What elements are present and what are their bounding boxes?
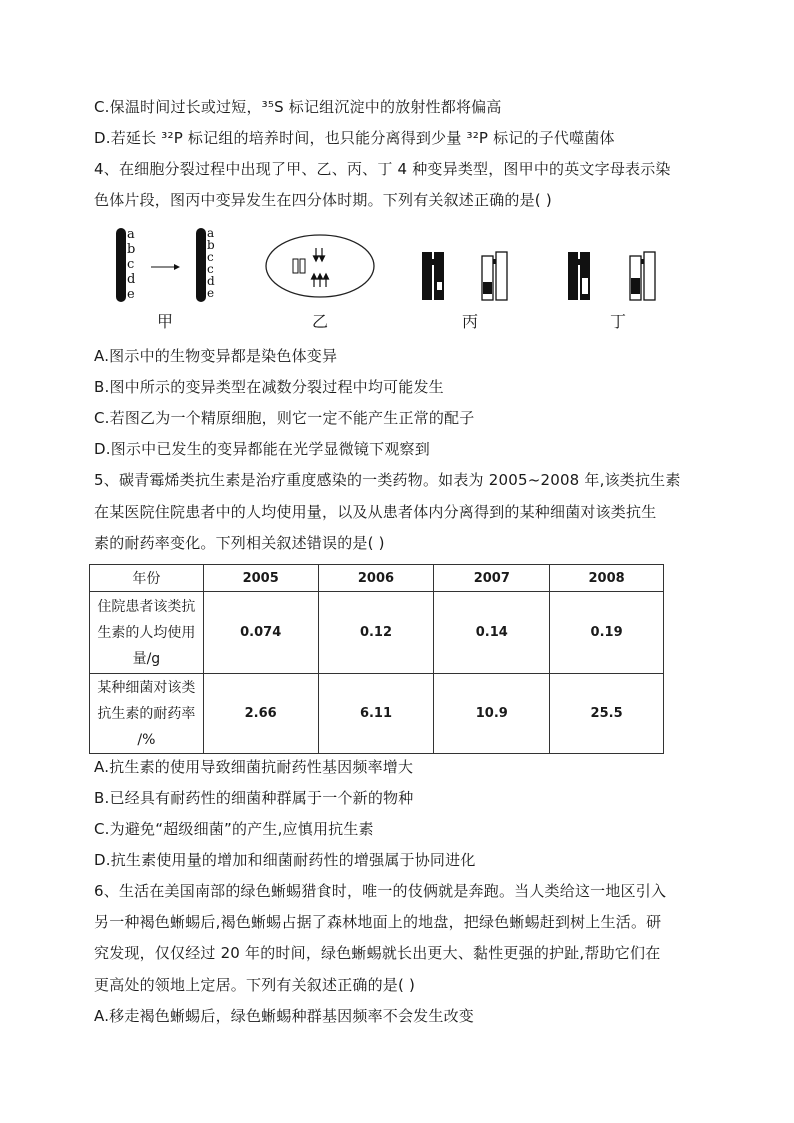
jia-left-letter: d (127, 272, 136, 287)
row-label-line: 住院患者该类抗 (97, 598, 196, 615)
bing-chromosome-pair (422, 252, 507, 300)
q6-option-a: A.移走褐色蜥蜴后，绿色蜥蜴种群基因频率不会发生改变 (94, 1007, 474, 1025)
table-row (90, 592, 664, 674)
jia-right-letter: e (207, 286, 215, 300)
q3-option-c: C.保温时间过长或过短，³⁵S 标记组沉淀中的放射性都将偏高 (94, 98, 502, 116)
q4-stem-line-2: 色体片段，图丙中变异发生在四分体时期。下列有关叙述正确的是( ) (94, 191, 552, 209)
jia-left-letter: c (127, 257, 135, 272)
jia-right-letter: d (207, 274, 215, 288)
q4-option-c: C.若图乙为一个精原细胞，则它一定不能产生正常的配子 (94, 409, 475, 427)
table-header-cell: 2008 (550, 565, 664, 592)
row-label-resistance (90, 674, 204, 754)
table-cell: 2.66 (203, 674, 318, 754)
q5-option-d: D.抗生素使用量的增加和细菌耐药性的增强属于协同进化 (94, 851, 476, 869)
jia-chromosome-after (196, 228, 206, 302)
q6-stem-line-3: 究发现，仅仅经过 20 年的时间，绿色蜥蜴就长出更大、黏性更强的护趾,帮助它们在 (94, 944, 661, 962)
row-label-usage (90, 592, 204, 674)
q4-option-b: B.图中所示的变异类型在减数分裂过程中均可能发生 (94, 378, 444, 396)
jia-chromosome-before (116, 228, 126, 302)
table-header-cell: 2007 (434, 565, 550, 592)
table-header-cell: 2006 (318, 565, 434, 592)
q6-stem-line-1: 6、生活在美国南部的绿色蜥蜴猎食时，唯一的伎俩就是奔跑。当人类给这一地区引入 (94, 882, 667, 900)
ding-chromosome-pair (568, 252, 655, 300)
q4-option-a: A.图示中的生物变异都是染色体变异 (94, 347, 338, 365)
table-row (90, 674, 664, 754)
q5-option-c: C.为避免“超级细菌”的产生,应慎用抗生素 (94, 820, 374, 838)
arrow-head-icon (174, 264, 180, 270)
yi-chromosome (300, 259, 305, 273)
row-label-line: 生素的人均使用 (97, 624, 196, 641)
row-label-line: 抗生素的耐药率 (97, 705, 196, 722)
jia-right-letter: b (207, 238, 215, 252)
figure-label-bing: 丙 (462, 312, 479, 331)
q6-stem-line-4: 更高处的领地上定居。下列有关叙述正确的是( ) (94, 976, 416, 994)
table-cell: 6.11 (318, 674, 434, 754)
table-header-row (90, 565, 664, 592)
q3-option-d: D.若延长 ³²P 标记组的培养时间，也只能分离得到少量 ³²P 标记的子代噬菌体 (94, 129, 615, 147)
q4-stem-line-1: 4、在细胞分裂过程中出现了甲、乙、丙、丁 4 种变异类型，图甲中的英文字母表示染 (94, 160, 671, 178)
q5-option-a: A.抗生素的使用导致细菌抗耐药性基因频率增大 (94, 758, 414, 776)
row-label-line: 量/g (132, 650, 161, 667)
table-cell: 10.9 (434, 674, 550, 754)
figure-label-ding: 丁 (610, 312, 627, 331)
q6-stem-line-2: 另一种褐色蜥蜴后,褐色蜥蜴占据了森林地面上的地盘，把绿色蜥蜴赶到树上生活。研 (94, 913, 662, 931)
jia-right-letter: c (207, 250, 214, 264)
table-cell: 0.14 (434, 592, 550, 674)
jia-left-letter: a (127, 227, 135, 242)
jia-right-letter: a (207, 226, 215, 240)
q5-stem-line-2: 在某医院住院患者中的人均使用量，以及从患者体内分离得到的某种细菌对该类抗生 (94, 503, 657, 521)
q5-stem-line-3: 素的耐药率变化。下列相关叙述错误的是( ) (94, 534, 385, 552)
q4-option-d: D.图示中已发生的变异都能在光学显微镜下观察到 (94, 440, 430, 458)
yi-cell-outline (266, 235, 374, 297)
antibiotic-data-table (89, 564, 664, 754)
yi-chromosome (293, 259, 298, 273)
figure-label-jia: 甲 (157, 312, 174, 331)
table-cell: 0.19 (550, 592, 664, 674)
table-header-cell: 2005 (203, 565, 318, 592)
figure-label-yi: 乙 (312, 312, 329, 331)
row-label-line: /% (137, 731, 156, 748)
q5-stem-line-1: 5、碳青霉烯类抗生素是治疗重度感染的一类药物。如表为 2005~2008 年,该类抗生素 (94, 471, 681, 489)
table-header-cell: 年份 (90, 565, 204, 592)
jia-left-letter: b (127, 242, 136, 257)
jia-left-letter: e (127, 287, 135, 302)
q5-option-b: B.已经具有耐药性的细菌种群属于一个新的物种 (94, 789, 414, 807)
table-cell: 0.074 (203, 592, 318, 674)
row-label-line: 某种细菌对该类 (97, 679, 196, 696)
jia-right-letter: c (207, 262, 214, 276)
table-cell: 25.5 (550, 674, 664, 754)
chromosome-variation-figure (94, 222, 714, 332)
table-cell: 0.12 (318, 592, 434, 674)
